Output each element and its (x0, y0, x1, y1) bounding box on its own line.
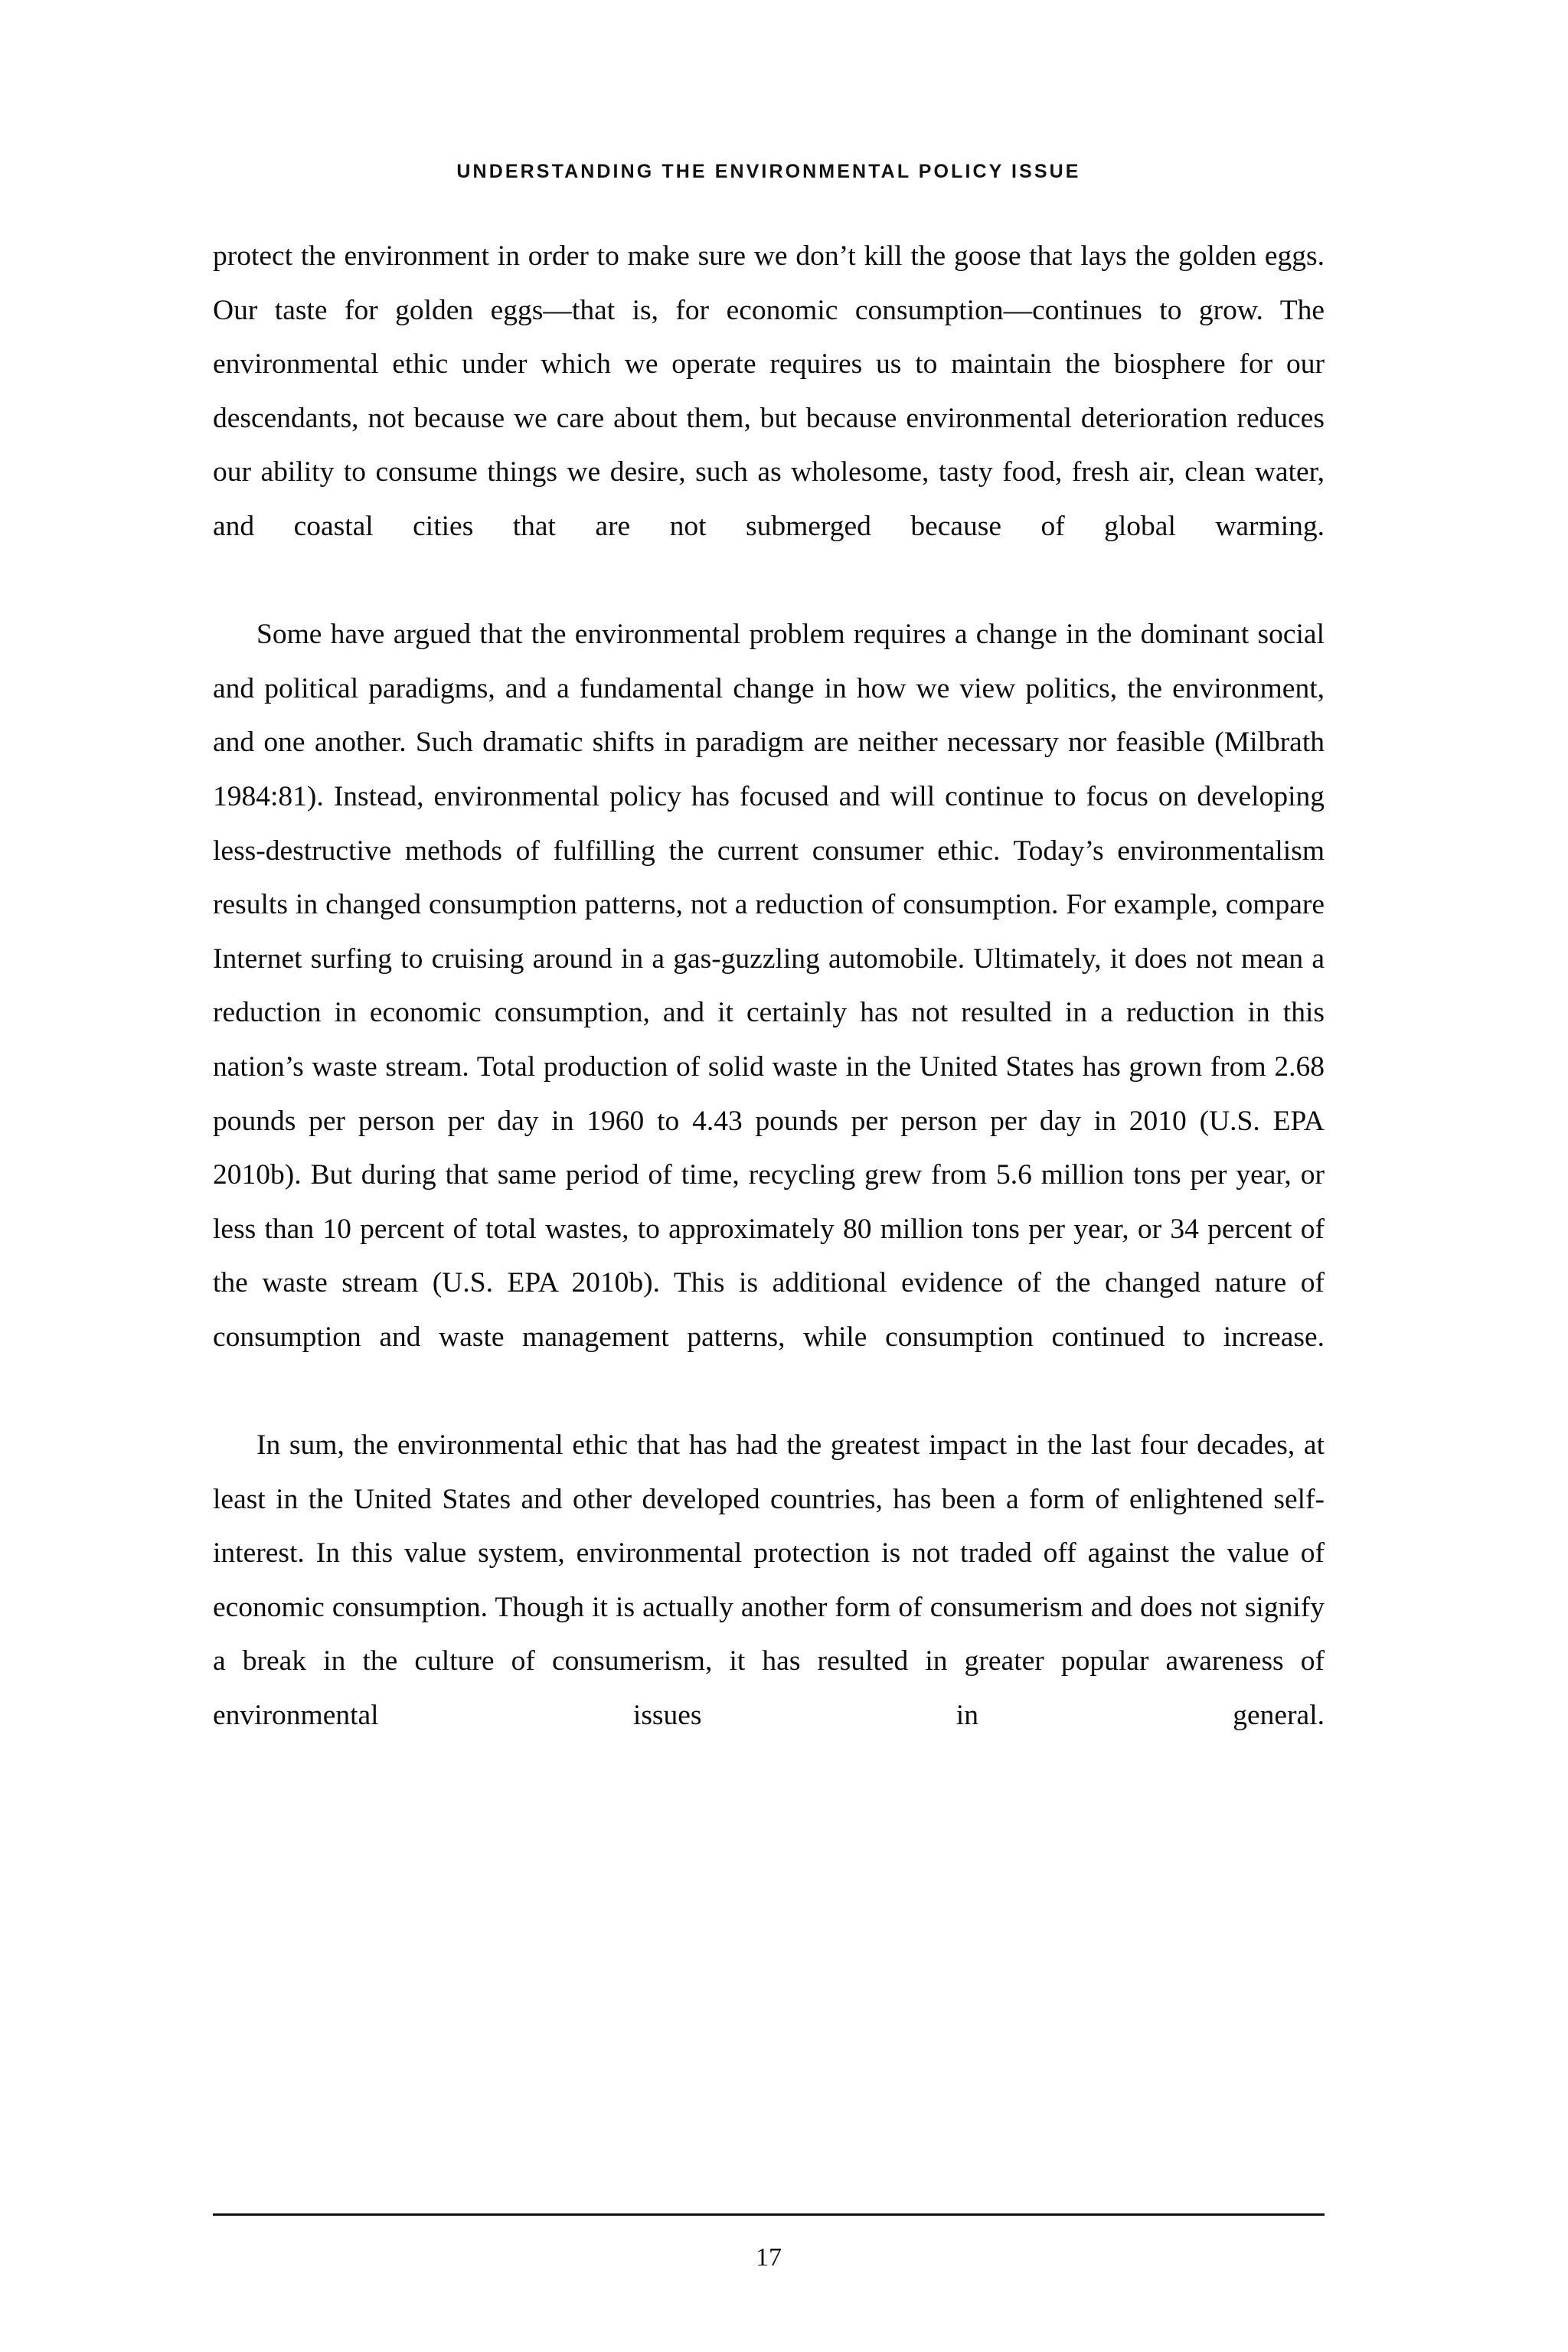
footer-rule (213, 2213, 1325, 2216)
body-text-block (213, 230, 1325, 1797)
page-number: 17 (756, 2243, 782, 2272)
paragraph: protect the environment in order to make sure we don’t kill the goose that lays the golden eggs. Our taste for golden eggs—that is, for economic consumption—continues to grow. The environmental ethic under which we operate requires us to maintain the biosphere for our descendants, not because we care about them, but because environmental deterioration reduces our ability to consume things we desire, such as wholesome, tasty food, fresh air, clean water, and coastal cities that are not submerged because of global warming. (213, 240, 1325, 542)
paragraph: In sum, the environmental ethic that has had the greatest impact in the last four decades, at least in the United States and other developed countries, has been a form of enlightened self-interest. In this value system, environmental protection is not traded off against the value of economic consumption. Though it is actually another form of consumerism and does not signify a break in the culture of consumerism, it has resulted in greater popular awareness of environmental issues in general. (213, 1429, 1325, 1732)
running-head: UNDERSTANDING THE ENVIRONMENTAL POLICY ISSUE (456, 161, 1081, 182)
paragraph: Some have argued that the environmental problem requires a change in the dominant social and political paradigms, and a fundamental change in how we view politics, the environment, and one another. Such dramatic shifts in paradigm are neither necessary nor feasible (Milbrath 1984:81). Instead, environmental policy has focused and will continue to focus on developing less-destructive methods of fulfilling the current consumer ethic. Today’s environmentalism results in changed consumption patterns, not a reduction of consumption. For example, compare Internet surfing to cruising around in a gas-guzzling automobile. Ultimately, it does not mean a reduction in economic consumption, and it certainly has not resulted in a reduction in this nation’s waste stream. Total production of solid waste in the United States has grown from 2.68 pounds per person per day in 1960 to 4.43 pounds per person per day in 2010 (U.S. EPA 2010b). But during that same period of time, recycling grew from 5.6 million tons per year, or less than 10 percent of total wastes, to approximately 80 million tons per year, or 34 percent of the waste stream (U.S. EPA 2010b). This is additional evidence of the changed nature of consumption and waste management patterns, while consumption continued to increase. (213, 619, 1325, 1353)
